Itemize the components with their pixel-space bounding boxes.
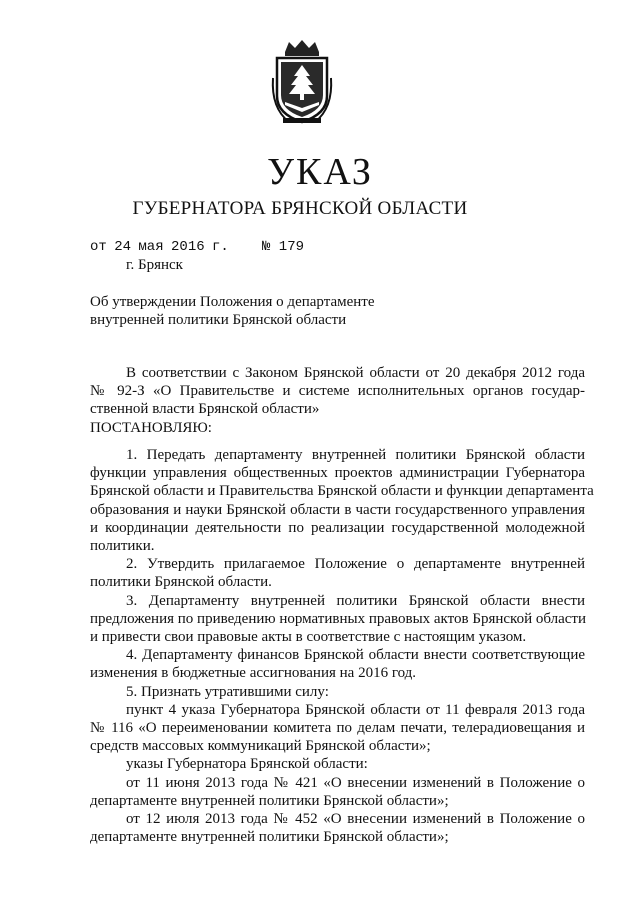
body-line: указы Губернатора Брянской области: [126,756,368,773]
preamble-line: ственной власти Брянской области» [90,401,320,418]
document-subtitle: ГУБЕРНАТОРА БРЯНСКОЙ ОБЛАСТИ [132,198,468,219]
body-line: пункт 4 указа Губернатора Брянской области от 11 февраля 2013 года [126,701,585,718]
decree-city: г. Брянск [126,257,183,273]
coat-of-arms-emblem [269,38,335,126]
body-line: 5. Признать утратившими силу: [126,683,329,700]
body-line: и привести свои правовые акты в соответствие с настоящим указом. [90,629,527,646]
body-line: от 11 июня 2013 года № 421 «О внесении изменений в Положение о [126,774,585,791]
body-line: 3. Департаменту внутренней политики Брянской области внести [126,592,585,609]
decree-date: от 24 мая 2016 г. [90,239,229,255]
body-line: 4. Департаменту финансов Брянской области внести соответствующие [126,647,585,664]
subject-line-2: внутренней политики Брянской области [90,312,347,328]
body-line: предложения по приведению нормативных правовых актов Брянской области [90,610,586,627]
body-line: департаменте внутренней политики Брянской области»; [90,792,449,809]
preamble [90,364,585,437]
preamble-line: № 92-З «О Правительстве и системе исполнительных органов государ- [90,383,585,400]
body-line: от 12 июля 2013 года № 452 «О внесении изменений в Положение о [126,811,585,828]
body-line: политики. [90,538,155,555]
body-line: образования и науки Брянской области в части государственного управления [90,501,585,518]
body-line: политики Брянской области. [90,574,272,591]
body-line: средств массовых коммуникаций Брянской области»; [90,738,431,755]
body-line: 2. Утвердить прилагаемое Положение о департаменте внутренней [126,556,585,573]
body-line: функции управления общественных проектов администрации Губернатора [90,465,585,482]
body-line: № 116 «О переименовании комитета по делам печати, телерадиовещания и [90,720,585,737]
body-line: 1. Передать департаменту внутренней политики Брянской области [126,447,585,463]
subject-line-1: Об утверждении Положения о департаменте [90,294,375,310]
decree-word: ПОСТАНОВЛЯЮ: [90,419,212,436]
body-line: и координации деятельности по реализации государственной молодежной [90,519,585,536]
document-title: УКАЗ [267,151,373,193]
body-line: Брянской области и Правительства Брянской области и функции департамента [90,483,594,500]
body-line: изменения в бюджетные ассигнования на 2016 год. [90,665,417,682]
preamble-line: В соответствии с Законом Брянской области от 20 декабря 2012 года [126,365,585,381]
decree-number: № 179 [262,239,305,255]
decree-body [90,446,594,846]
body-line: департаменте внутренней политики Брянской области»; [90,829,449,846]
